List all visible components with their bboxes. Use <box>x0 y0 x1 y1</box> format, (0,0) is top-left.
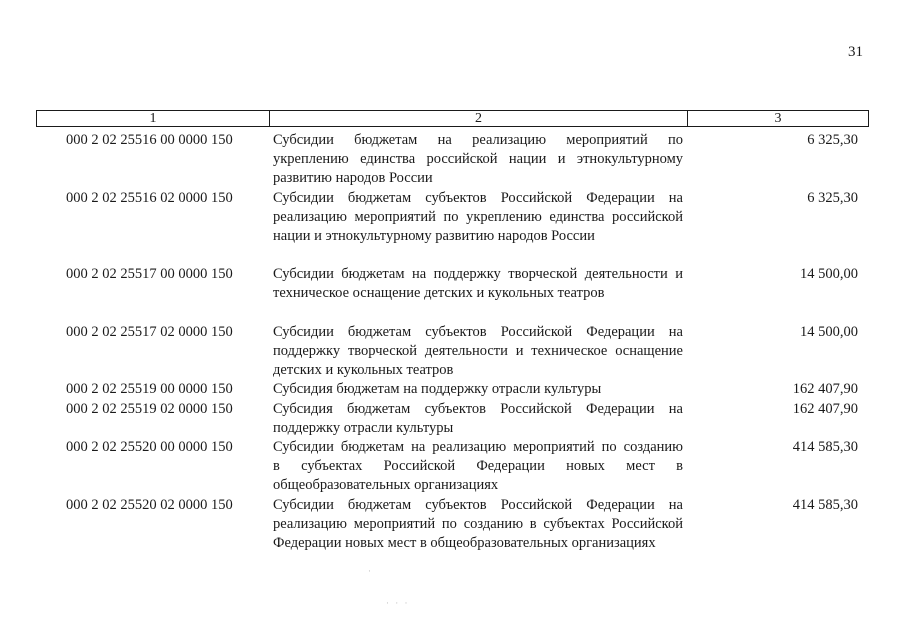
description-line: реализацию мероприятий по созданию в субъектах Российской <box>273 516 683 532</box>
row-description <box>273 189 683 246</box>
row-amount: 162 407,90 <box>792 381 858 397</box>
row-description <box>273 400 683 438</box>
row-amount: 414 585,30 <box>792 497 858 513</box>
row-code: 000 2 02 25516 00 0000 150 <box>66 132 233 148</box>
row-amount: 6 325,30 <box>807 132 858 148</box>
description-line: Федерации новых мест в общеобразовательных организациях <box>273 535 656 551</box>
description-line: реализацию мероприятий по укреплению единства российской <box>273 209 683 225</box>
scan-speck: · · · <box>386 598 410 608</box>
description-line: общеобразовательных организациях <box>273 477 499 493</box>
row-description <box>273 496 683 553</box>
row-code: 000 2 02 25517 02 0000 150 <box>66 324 233 340</box>
header-col-1: 1 <box>37 111 270 126</box>
description-line: Субсидии бюджетам субъектов Российской Федерации на <box>273 497 683 513</box>
header-col-3: 3 <box>774 111 782 126</box>
description-line: Субсидии бюджетам на реализацию мероприятий по созданию <box>273 439 683 455</box>
description-line: Субсидия бюджетам субъектов Российской Федерации на <box>273 401 683 417</box>
row-code: 000 2 02 25516 02 0000 150 <box>66 190 233 206</box>
table-header <box>36 110 869 127</box>
row-description <box>273 438 683 495</box>
row-code: 000 2 02 25519 00 0000 150 <box>66 381 233 397</box>
description-line: Субсидия бюджетам на поддержку отрасли культуры <box>273 381 602 397</box>
description-line: развитию народов России <box>273 170 433 186</box>
description-line: детских и кукольных театров <box>273 362 454 378</box>
row-amount: 6 325,30 <box>807 190 858 206</box>
row-amount: 162 407,90 <box>792 401 858 417</box>
description-line: укреплению единства российской нации и этнокультурному <box>273 151 683 167</box>
row-description <box>273 131 683 188</box>
description-line: техническое оснащение детских и кукольных театров <box>273 285 605 301</box>
description-line: поддержку отрасли культуры <box>273 420 454 436</box>
row-code: 000 2 02 25517 00 0000 150 <box>66 266 233 282</box>
description-line: Субсидии бюджетам на реализацию мероприятий по <box>273 132 683 148</box>
row-code: 000 2 02 25520 00 0000 150 <box>66 439 233 455</box>
row-code: 000 2 02 25520 02 0000 150 <box>66 497 233 513</box>
row-description <box>273 265 683 303</box>
description-line: в субъектах Российской Федерации новых мест в <box>273 458 683 474</box>
header-col-2: 2 <box>270 111 688 126</box>
description-line: Субсидии бюджетам субъектов Российской Федерации на <box>273 324 683 340</box>
row-amount: 14 500,00 <box>800 324 858 340</box>
description-line: Субсидии бюджетам на поддержку творческой деятельности и <box>273 266 683 282</box>
row-amount: 14 500,00 <box>800 266 858 282</box>
description-line: нации и этнокультурному развитию народов России <box>273 228 595 244</box>
description-line: Субсидии бюджетам субъектов Российской Федерации на <box>273 190 683 206</box>
row-description <box>273 380 683 399</box>
description-line: поддержку творческой деятельности и техническое оснащение <box>273 343 683 359</box>
row-amount: 414 585,30 <box>792 439 858 455</box>
scan-speck: · <box>368 566 373 576</box>
row-code: 000 2 02 25519 02 0000 150 <box>66 401 233 417</box>
row-description <box>273 323 683 380</box>
page-number: 31 <box>848 44 863 60</box>
